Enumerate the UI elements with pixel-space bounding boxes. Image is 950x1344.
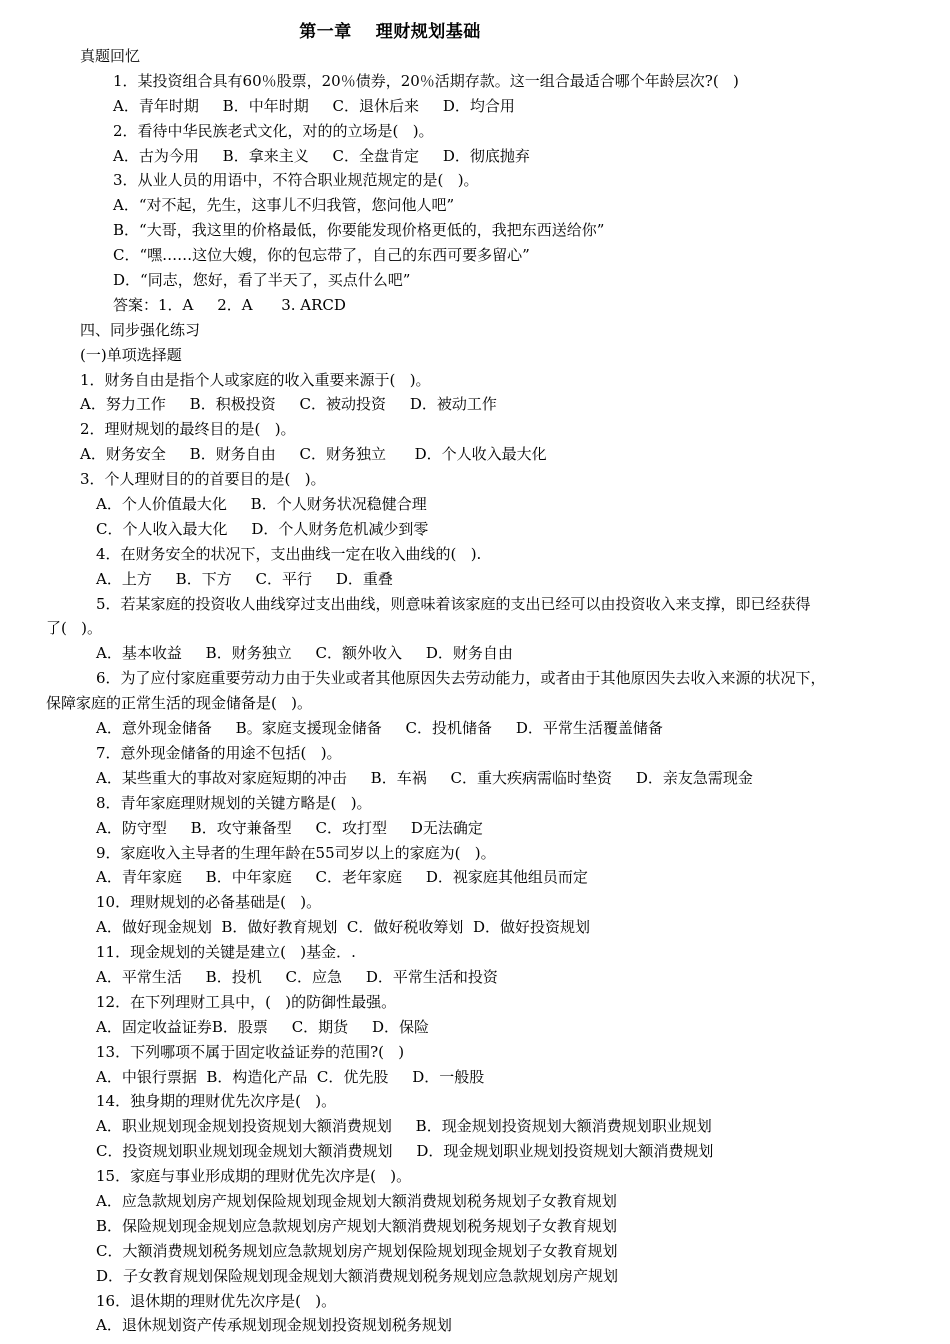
text-line: A．意外现金储备 B。家庭支援现金储备 C．投机储备 D．平常生活覆盖储备 [96,719,663,738]
text-line: D．“同志，您好，看了半天了，买点什么吧” [113,271,411,290]
text-line: 2．理财规划的最终目的是( )。 [80,420,296,439]
text-line: A．职业规划现金规划投资规划大额消费规划 B．现金规划投资规划大额消费规划职业规划 [96,1117,712,1136]
text-line: A．古为今用 B．拿来主义 C．全盘肯定 D．彻底抛弃 [113,146,530,165]
text-line: 了( )。 [46,619,103,638]
text-line: 答案：1．A 2．A 3. ARCD [113,295,346,314]
text-line: 14．独身期的理财优先次序是( )。 [96,1092,337,1111]
text-line: C．个人收入最大化 D．个人财务危机减少到零 [96,519,429,538]
text-line: 6．为了应付家庭重要劳动力由于失业或者其他原因失去劳动能力，或者由于其他原因失去收入来源的状况下， [96,669,826,688]
text-line: A．应急款规划房产规划保险规划现金规划大额消费规划税务规划子女教育规划 [96,1191,617,1210]
text-line: 13．下列哪项不属于固定收益证券的范围?( ) [96,1042,405,1061]
text-line: 9．家庭收入主导者的生理年龄在55司岁以上的家庭为( )。 [96,843,496,862]
text-line: 3．个人理财目的的首要目的是( )。 [80,470,326,489]
text-line: A．基本收益 B．财务独立 C．额外收入 D．财务自由 [96,644,513,663]
text-line: 11．现金规划的关键是建立( )基金．. [96,943,356,962]
chapter-title: 第一章 理财规划基础 [299,22,481,42]
text-line: C．投资规划职业规划现金规划大额消费规划 D．现金规划职业规划投资规划大额消费规划 [96,1142,714,1161]
text-line: 5．若某家庭的投资收人曲线穿过支出曲线，则意味着该家庭的支出已经可以由投资收入来支撑，即已经获得 [96,594,811,613]
text-line: 4．在财务安全的状况下，支出曲线一定在收入曲线的( ). [96,544,482,563]
text-line: (一)单项选择题 [80,345,182,364]
text-line: 12．在下列理财工具中，( )的防御性最强。 [96,992,397,1011]
text-line: A．中银行票据 B．构造化产品 C．优先股 D．一般股 [96,1067,485,1086]
text-line: A．财务安全 B．财务自由 C．财务独立 D．个人收入最大化 [80,445,547,464]
text-line: A．做好现金规划 B．做好教育规划 C．做好税收筹划 D．做好投资规划 [96,918,590,937]
text-line: 真题回忆 [80,47,141,65]
text-line: A．防守型 B．攻守兼备型 C．攻打型 D无法确定 [96,818,483,837]
text-line: 15．家庭与事业形成期的理财优先次序是( )。 [96,1167,412,1186]
text-line: A．上方 B．下方 C．平行 D．重叠 [96,569,393,588]
text-line: A．平常生活 B．投机 C．应急 D．平常生活和投资 [96,967,498,986]
text-line: A．青年时期 B．中年时期 C．退休后来 D．均合用 [113,96,515,115]
text-line: 7．意外现金储备的用途不包括( )。 [96,743,342,762]
text-line: A．“对不起，先生，这事儿不归我管，您问他人吧” [113,196,455,215]
text-line: 1．财务自由是指个人或家庭的收入重要来源于( )。 [80,370,431,389]
text-line: A．某些重大的事故对家庭短期的冲击 B．车祸 C．重大疾病需临时垫资 D．亲友急需现金 [96,768,753,787]
text-line: B．保险规划现金规划应急款规划房产规划大额消费规划税务规划子女教育规划 [96,1216,618,1235]
document-body [0,44,950,1338]
text-line: A．固定收益证券B．股票 C．期货 D．保险 [96,1017,430,1036]
text-line: A．青年家庭 B．中年家庭 C．老年家庭 D．视家庭其他组员而定 [96,868,588,887]
text-line: 16．退休期的理财优先次序是( )。 [96,1291,337,1310]
text-line: A．个人价值最大化 B．个人财务状况稳健合理 [96,495,427,514]
text-line: 8．青年家庭理财规划的关键方略是( )。 [96,793,372,812]
text-line: 四、同步强化练习 [80,320,201,339]
text-line: D．子女教育规划保险规划现金规划大额消费规划税务规划应急款规划房产规划 [96,1266,619,1285]
text-line: C．大额消费规划税务规划应急款规划房产规划保险规划现金规划子女教育规划 [96,1241,618,1260]
text-line: 3．从业人员的用语中，不符合职业规范规定的是( )。 [113,171,479,190]
text-line: 10．理财规划的必备基础是( )。 [96,893,322,912]
text-line: A．努力工作 B．积极投资 C．被动投资 D．被动工作 [80,395,497,414]
text-line: 保障家庭的正常生活的现金储备是( )。 [46,694,313,713]
text-line: B．“大哥，我这里的价格最低，你要能发现价格更低的，我把东西送给你” [113,221,605,240]
text-line: 1．某投资组合具有60％股票，20％债券，20％活期存款。这一组合最适合哪个年龄层次?( ) [113,71,739,90]
text-line: A．退休规划资产传承规划现金规划投资规划税务规划 [96,1316,452,1335]
text-line: C．“嘿……这位大嫂，你的包忘带了，自己的东西可要多留心” [113,246,530,265]
text-line: 2．看待中华民族老式文化，对的的立场是( )。 [113,121,434,140]
